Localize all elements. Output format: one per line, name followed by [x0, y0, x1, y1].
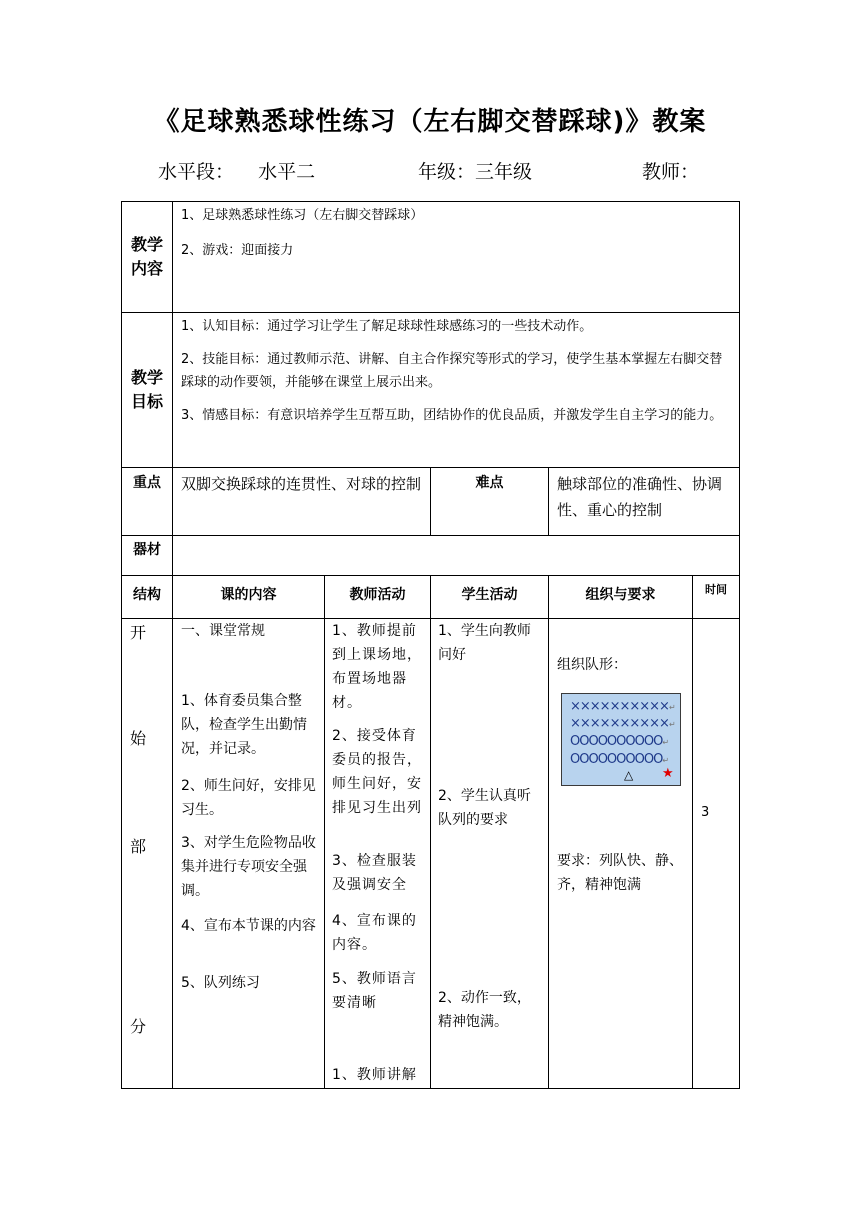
equipment-label: 器材 — [122, 536, 173, 576]
content-item: 1、足球熟悉球性练习（左右脚交替踩球） — [181, 208, 424, 223]
organization-requirement: 要求：列队快、静、齐，精神饱满 — [557, 853, 683, 893]
teacher: 教师： — [642, 161, 700, 183]
star-icon: ★ — [662, 766, 674, 781]
teacher-step: 2、接受体育委员的报告，师生问好，安排见习生出列 — [332, 728, 422, 816]
formation-label: 组织队形： — [557, 657, 627, 673]
header-teacher: 教师活动 — [325, 576, 431, 619]
goal-item: 3、情感目标：有意识培养学生互帮互助，团结协作的优良品质，并激发学生自主学习的能力。 — [181, 408, 723, 423]
formation-row-x: ××××××××××↵ — [570, 699, 675, 714]
content-cell — [173, 202, 740, 313]
teacher-step: 4、宣布课的内容。 — [332, 913, 417, 953]
organization-cell — [549, 619, 693, 1089]
lesson-content-cell — [173, 619, 325, 1089]
formation-row-o: OOOOOOOOOO↵ — [570, 752, 669, 767]
goals-cell — [173, 313, 740, 468]
student-activity-cell — [431, 619, 549, 1089]
key-point-value: 双脚交换踩球的连贯性、对球的控制 — [173, 468, 431, 536]
content-step: 3、对学生危险物品收集并进行专项安全强调。 — [181, 835, 316, 899]
structure-cell — [122, 619, 173, 1089]
content-label: 教学内容 — [131, 235, 164, 278]
structure-char: 开 — [130, 623, 147, 642]
time-value: 3 — [701, 805, 710, 820]
level-value: 水平二 — [258, 161, 316, 183]
time-cell — [693, 619, 740, 1089]
structure-char: 分 — [130, 1017, 147, 1036]
goals-label-cell — [122, 313, 173, 468]
structure-char: 始 — [130, 729, 147, 748]
document-title: 《足球熟悉球性练习（左右脚交替踩球)》教案 — [153, 107, 707, 137]
student-step: 2、动作一致，精神饱满。 — [438, 990, 531, 1030]
header-content: 课的内容 — [173, 576, 325, 619]
structure-char: 部 — [130, 837, 147, 856]
formation-diagram — [561, 693, 681, 786]
teacher-activity-cell — [325, 619, 431, 1089]
header-organization: 组织与要求 — [549, 576, 693, 619]
header-structure: 结构 — [122, 576, 173, 619]
difficulty-value: 触球部位的准确性、协调性、重心的控制 — [549, 468, 740, 536]
content-step: 1、体育委员集合整队，检查学生出勤情况，并记录。 — [181, 693, 307, 757]
key-point-label: 重点 — [122, 468, 173, 536]
goals-label: 教学目标 — [131, 368, 164, 411]
formation-row-x: ××××××××××↵ — [570, 716, 675, 731]
content-step: 2、师生问好，安排见习生。 — [181, 778, 316, 818]
student-step: 1、学生向教师问好 — [438, 623, 531, 663]
teacher-step: 3、检查服装及强调安全 — [332, 853, 417, 893]
triangle-icon: △ — [624, 768, 634, 782]
grade: 年级：三年级 — [418, 161, 533, 183]
formation-row-o: OOOOOOOOOO↵ — [570, 734, 669, 749]
difficulty-label: 难点 — [431, 468, 549, 536]
lesson-plan-table — [121, 201, 740, 1089]
content-label-cell — [122, 202, 173, 313]
content-step: 一、课堂常规 — [181, 623, 265, 639]
level-label: 水平段： — [158, 161, 235, 183]
content-step: 4、宣布本节课的内容 — [181, 918, 316, 934]
teacher-step: 5、教师语言要清晰 — [332, 971, 417, 1011]
content-step: 5、队列练习 — [181, 975, 260, 991]
header-time: 时间 — [693, 576, 740, 619]
goal-item: 2、技能目标：通过教师示范、讲解、自主合作探究等形式的学习，使学生基本掌握左右脚交替踩球的动作要领，并能够在课堂上展示出来。 — [181, 352, 723, 390]
content-item: 2、游戏：迎面接力 — [181, 243, 294, 258]
header-student: 学生活动 — [431, 576, 549, 619]
goal-item: 1、认知目标：通过学习让学生了解足球球性球感练习的一些技术动作。 — [181, 319, 593, 334]
equipment-value — [173, 536, 740, 576]
student-step: 2、学生认真听队列的要求 — [438, 788, 531, 828]
teacher-step: 1、教师讲解 — [332, 1067, 417, 1083]
teacher-step: 1、教师提前到上课场地，布置场地器材。 — [332, 623, 422, 711]
